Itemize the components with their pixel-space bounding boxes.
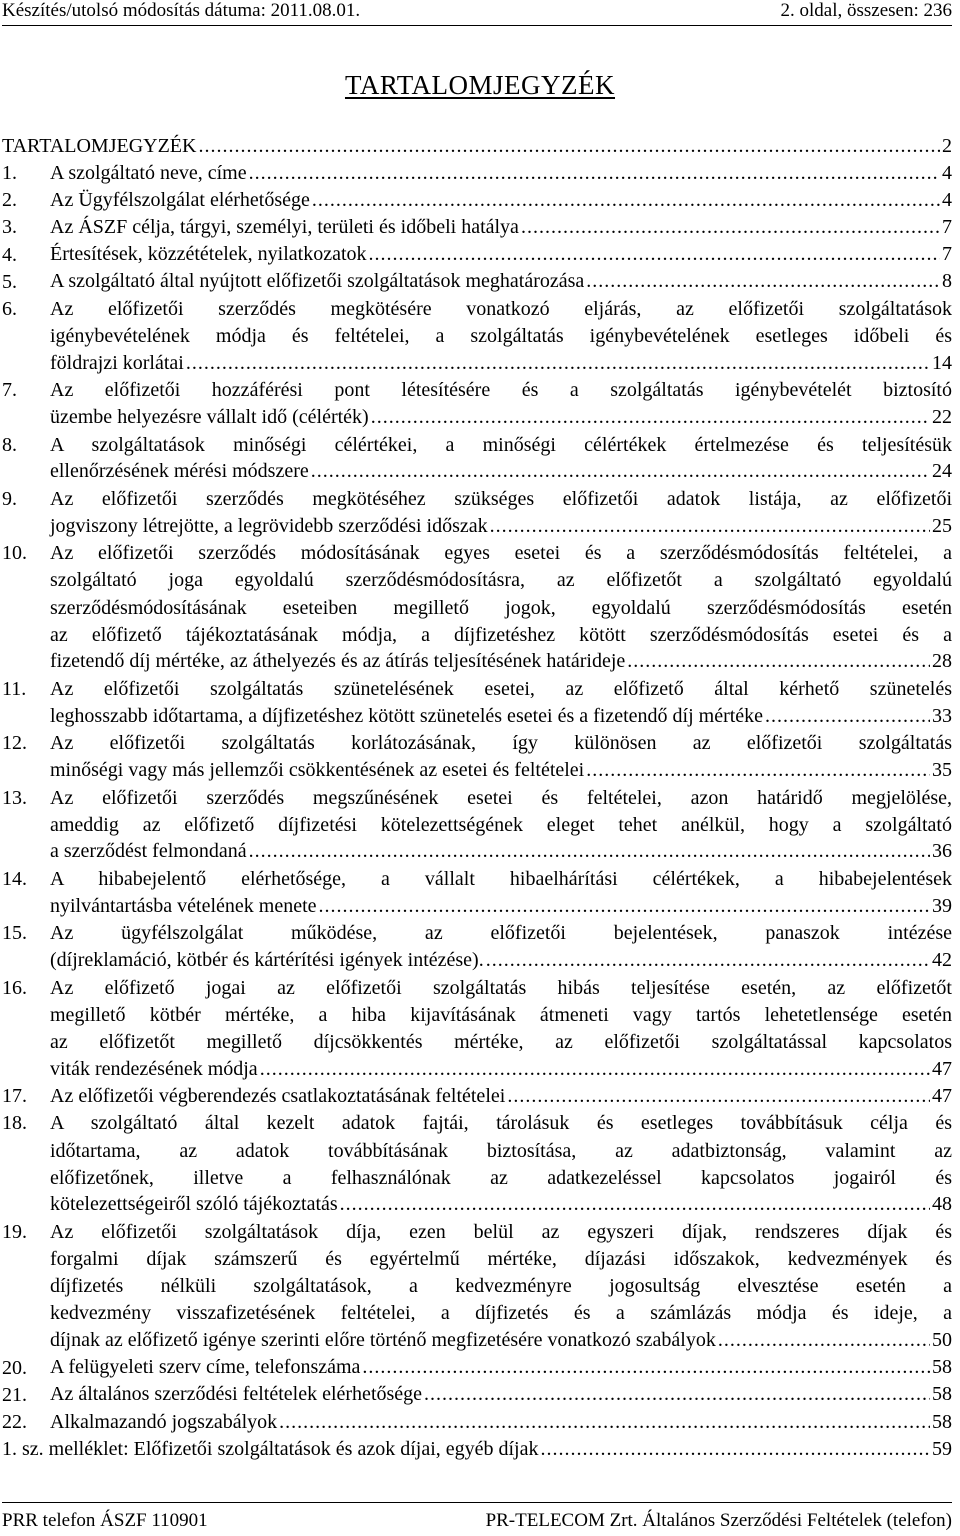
toc-page-number: 47 <box>932 1084 952 1107</box>
toc-entry-last-line <box>50 1191 952 1219</box>
toc-entry-text: minőségi vagy más jellemzői csökkentésének az esetei és feltételei <box>50 758 585 781</box>
toc-entry[interactable] <box>0 1354 960 1381</box>
toc-entry-last-line <box>50 241 952 269</box>
toc-entry-text: viták rendezésének módja <box>50 1057 258 1080</box>
toc-page-number: 2 <box>942 134 952 157</box>
toc-entry-text-line: előfizetőnek, illetve a felhasználónak az adatkezeléssel kapcsolatos jogairól és <box>50 1166 952 1189</box>
toc-entry-text: TARTALOMJEGYZÉK <box>2 134 197 157</box>
toc-leader-dots <box>541 1438 931 1461</box>
toc-entry-last-line <box>50 946 952 974</box>
toc-entry-last-line <box>50 648 952 676</box>
toc-page-number: 36 <box>932 840 952 863</box>
toc-entry-number: 19. <box>2 1221 27 1243</box>
toc-entry-number: 20. <box>2 1356 27 1379</box>
toc-entry-number: 18. <box>2 1112 27 1135</box>
toc-leader-dots <box>279 1411 930 1434</box>
toc-entry-text-line: Az ügyfélszolgálat működése, az előfizetői bejelentések, panaszok intézése <box>50 922 952 945</box>
toc-entry[interactable] <box>0 919 960 973</box>
toc-entry[interactable] <box>0 1435 960 1462</box>
toc-entry-number: 13. <box>2 786 27 809</box>
toc-entry-number: 17. <box>2 1085 27 1108</box>
toc-entry-text: 1. sz. melléklet: Előfizetői szolgáltatások és azok díjai, egyéb díjak <box>2 1437 539 1460</box>
toc-entry-last-line <box>50 458 952 486</box>
toc-entry-text-line: A szolgáltató által kezelt adatok fajtái, tárolásuk és esetleges továbbításuk célja és <box>50 1112 952 1135</box>
toc-entry-number: 1. <box>2 162 17 185</box>
toc-entry[interactable] <box>0 186 960 213</box>
toc-entry-number: 2. <box>2 189 17 212</box>
footer-left-text: PRR telefon ÁSZF 110901 <box>2 1510 208 1531</box>
toc-entry-text: leghosszabb időtartama, a díjfizetéshez kötött szünetelés esetei és a fizetendő díj mértéke <box>50 704 764 727</box>
toc-entry-text-line: Az előfizetői szerződés módosításának egyes esetei és a szerződésmódosítás feltételei, a <box>50 542 952 565</box>
toc-page-number: 7 <box>942 243 952 266</box>
toc-entry[interactable] <box>0 485 960 539</box>
toc-entry-last-line <box>50 349 952 377</box>
toc-entry-text: földrajzi korlátai <box>50 351 184 374</box>
toc-entry-text: A szolgáltató neve, címe <box>50 161 247 184</box>
toc-entry-text-line: megillető kötbér mértéke, a hiba kijavításának átmeneti vagy tartós lehetetlensége esetén <box>50 1003 952 1026</box>
toc-page-number: 28 <box>932 650 952 673</box>
toc-entry[interactable] <box>0 784 960 865</box>
toc-entry-text: Az általános szerződési feltételek elérhetősége <box>50 1383 423 1406</box>
toc-entry-text-line: kedvezmény visszafizetésének feltételei, a díjfizetés és a számlázás módja és ideje, a <box>50 1302 952 1325</box>
toc-entry[interactable] <box>0 1381 960 1408</box>
toc-entry-last-line <box>50 702 952 730</box>
toc-leader-dots <box>312 189 940 212</box>
toc-page-number: 58 <box>932 1410 952 1433</box>
toc-entry[interactable] <box>0 295 960 376</box>
toc-entry[interactable] <box>0 268 960 295</box>
toc-entry-text: kötelezettségeiről szóló tájékoztatás <box>50 1193 338 1216</box>
toc-entry-text-line: Az előfizetői szolgáltatás szünetelésének esetei, az előfizető által kérhető szünetelés <box>50 678 952 700</box>
header-left-text: Készítés/utolsó módosítás dátuma: 2011.08.01. <box>2 0 361 21</box>
toc-entry-text: A szolgáltató által nyújtott előfizetői szolgáltatások meghatározása <box>50 270 585 293</box>
toc-entry-last-line <box>50 186 952 214</box>
toc-entry-last-line <box>50 756 952 784</box>
toc-entry-last-line <box>50 159 952 187</box>
toc-entry-text: A felügyeleti szerv címe, telefonszáma <box>50 1356 361 1379</box>
toc-leader-dots <box>490 515 930 538</box>
toc-page-number: 50 <box>932 1329 952 1352</box>
toc-entry-number: 7. <box>2 379 17 402</box>
header-right-text: 2. oldal, összesen: 236 <box>780 0 952 21</box>
toc-page-number: 58 <box>932 1356 952 1379</box>
toc-entry[interactable] <box>0 376 960 430</box>
toc-entry-text: a szerződést felmondaná <box>50 840 247 863</box>
toc-entry-number: 14. <box>2 868 27 891</box>
toc-page-number: 14 <box>932 351 952 374</box>
toc-leader-dots <box>521 216 940 239</box>
toc-entry-number: 16. <box>2 976 27 999</box>
toc-entry-last-line <box>50 1055 952 1083</box>
toc-entry-last-line <box>50 268 952 296</box>
toc-entry-last-line <box>50 838 952 866</box>
toc-entry[interactable] <box>0 1109 960 1218</box>
toc-page-number: 7 <box>942 215 952 238</box>
toc-entry-text-line: igénybevételének módja és feltételei, a szolgáltatás igénybevételének esetleges időbeli és <box>50 325 952 348</box>
toc-leader-dots <box>486 949 930 972</box>
toc-entry-text-line: forgalmi díjak számszerű és egyértelmű mértéke, díjazási időszakok, kedvezmények és <box>50 1248 952 1271</box>
toc-entry-last-line <box>50 213 952 241</box>
toc-entry-last-line <box>50 512 952 540</box>
toc-entry[interactable] <box>0 132 960 159</box>
toc-entry-last-line <box>50 1327 952 1355</box>
toc-leader-dots <box>249 840 930 863</box>
toc-leader-dots <box>186 352 930 375</box>
toc-entry[interactable] <box>0 1408 960 1435</box>
toc-entry-number: 22. <box>2 1411 27 1434</box>
toc-entry-text-line: Az előfizetői hozzáférési pont létesítésére és a szolgáltatás igénybevételét biztosító <box>50 379 952 402</box>
toc-entry-last-line <box>50 1408 952 1436</box>
toc-page-number: 24 <box>932 460 952 483</box>
toc-entry-text-line: az előfizetőt megillető díjcsökkentés mértéke, az előfizetői szolgáltatással kapcsolatos <box>50 1030 952 1053</box>
toc-entry-number: 5. <box>2 270 17 293</box>
toc-leader-dots <box>371 406 930 429</box>
toc-entry-text-line: Az előfizetői szerződés megszűnésének esetei és feltételei, azon határidő megjelölése, <box>50 786 952 809</box>
toc-page-number: 4 <box>942 161 952 184</box>
toc-entry[interactable] <box>0 431 960 485</box>
toc-entry[interactable] <box>0 241 960 268</box>
toc-leader-dots <box>311 460 930 483</box>
toc-entry-text-line: Az előfizetői szolgáltatás korlátozásának, így különösen az előfizetői szolgáltatás <box>50 732 952 755</box>
toc-entry-text: Az ÁSZF célja, tárgyi, személyi, területi és időbeli hatálya <box>50 215 519 238</box>
toc-page-number: 25 <box>932 514 952 537</box>
toc-page-number: 4 <box>942 188 952 211</box>
toc-entry-number: 21. <box>2 1383 27 1406</box>
toc-page-number: 47 <box>932 1057 952 1080</box>
toc-entry-number: 11. <box>2 678 27 700</box>
toc-leader-dots <box>319 895 930 918</box>
toc-page-number: 58 <box>932 1383 952 1406</box>
toc-entry-number: 8. <box>2 433 17 456</box>
toc-leader-dots <box>718 1329 930 1352</box>
toc-entry[interactable] <box>0 675 960 729</box>
toc-leader-dots <box>586 759 930 782</box>
toc-entry-last-line <box>50 1381 952 1409</box>
toc-entry-last-line <box>2 132 952 160</box>
toc-entry-text-line: Az előfizetői szolgáltatások díja, ezen belül az egyszeri díjak, rendszeres díjak és <box>50 1221 952 1243</box>
toc-leader-dots <box>369 243 940 266</box>
toc-entry-last-line <box>50 892 952 920</box>
toc-entry-number: 15. <box>2 922 27 945</box>
toc-entry-text-line: szerződésmódosításának eseteiben megillető jogok, egyoldalú szerződésmódosítás esetén <box>50 596 952 619</box>
toc-page-number: 33 <box>932 704 952 727</box>
toc-page-number: 48 <box>932 1193 952 1216</box>
toc-entry-text-line: szolgáltató joga egyoldalú szerződésmódosításra, az előfizetőt a szolgáltató egyoldalú <box>50 569 952 592</box>
toc-entry-text-line: Az előfizetői szerződés megkötéséhez szükséges előfizetői adatok listája, az előfizetői <box>50 487 952 510</box>
toc-entry-text: díjnak az előfizető igénye szerinti előre történő megfizetésére vonatkozó szabályok <box>50 1329 716 1352</box>
toc-entry[interactable] <box>0 1218 960 1354</box>
toc-entry-text: Alkalmazandó jogszabályok <box>50 1410 278 1433</box>
toc-page-number: 8 <box>942 270 952 293</box>
toc-entry-text-line: időtartama, az adatok továbbításának biztosítása, az adatbiztonság, valamint az <box>50 1139 952 1162</box>
toc-entry[interactable] <box>0 213 960 240</box>
toc-entry-text: Értesítések, közzétételek, nyilatkozatok <box>50 243 367 266</box>
toc-leader-dots <box>340 1193 930 1216</box>
toc-entry-last-line <box>2 1435 952 1463</box>
toc-leader-dots <box>765 705 930 728</box>
toc-entry-text-line: az előfizető tájékoztatásának módja, a díjfizetéshez kötött szerződésmódosítás esetei és a <box>50 623 952 646</box>
toc-entry-text-line: ameddig az előfizető díjfizetési kötelezettségének eleget tehet anélkül, hogy a szolgáltató <box>50 813 952 836</box>
toc-entry-text: (díjreklamáció, kötbér és kártérítési igények intézése). <box>50 948 484 971</box>
toc-entry-last-line <box>50 1354 952 1382</box>
toc-page-number: 35 <box>932 758 952 781</box>
toc-entry-text-line: Az előfizetői szerződés megkötésére vonatkozó eljárás, az előfizetői szolgáltatások <box>50 297 952 320</box>
toc-entry[interactable] <box>0 974 960 1083</box>
toc-leader-dots <box>362 1356 930 1379</box>
toc-leader-dots <box>424 1383 930 1406</box>
toc-entry-text: Az Ügyfélszolgálat elérhetősége <box>50 188 310 211</box>
toc-entry[interactable] <box>0 729 960 783</box>
toc-page-number: 59 <box>932 1437 952 1460</box>
toc-entry-number: 12. <box>2 732 27 755</box>
toc-leader-dots <box>260 1058 930 1081</box>
toc-entry[interactable] <box>0 1082 960 1109</box>
toc-leader-dots <box>249 162 940 185</box>
toc-leader-dots <box>198 135 940 158</box>
toc-entry-text-line: A hibabejelentő elérhetősége, a vállalt hibaelhárítási célértékek, a hibabejelentések <box>50 868 952 891</box>
page-header <box>2 0 952 26</box>
toc-entry-text-line: A szolgáltatások minőségi célértékei, a minőségi célértékek értelmezése és teljesítésük <box>50 433 952 456</box>
toc-entry-number: 3. <box>2 216 17 239</box>
toc-entry-number: 10. <box>2 542 27 565</box>
page-footer <box>2 1502 952 1532</box>
toc-leader-dots <box>586 270 940 293</box>
toc-leader-dots <box>507 1085 930 1108</box>
toc-entry-number: 9. <box>2 487 17 510</box>
footer-right-text: PR-TELECOM Zrt. Általános Szerződési Feltételek (telefon) <box>485 1510 952 1531</box>
toc-entry-text: nyilvántartásba vételének menete <box>50 894 317 917</box>
toc-entry[interactable] <box>0 159 960 186</box>
toc-entry-number: 6. <box>2 297 17 320</box>
toc-entry[interactable] <box>0 539 960 675</box>
toc-page-number: 42 <box>932 948 952 971</box>
toc-page-number: 39 <box>932 894 952 917</box>
toc-entry-last-line <box>50 1082 952 1110</box>
toc-entry-text: Az előfizetői végberendezés csatlakoztatásának feltételei <box>50 1084 506 1107</box>
toc-entry-text: ellenőrzésének mérési módszere <box>50 460 309 483</box>
toc-entry-text-line: Az előfizető jogai az előfizetői szolgáltatás hibás teljesítése esetén, az előfizetőt <box>50 976 952 999</box>
toc-entry-text: fizetendő díj mértéke, az áthelyezés és az átírás teljesítésének határideje <box>50 650 626 673</box>
toc-entry-number: 4. <box>2 243 17 266</box>
toc-entry-text: üzembe helyezésre vállalt idő (célérték) <box>50 405 369 428</box>
toc-entry[interactable] <box>0 865 960 919</box>
toc-page-number: 22 <box>932 405 952 428</box>
toc-entry-text: jogviszony létrejötte, a legrövidebb szerződési időszak <box>50 514 488 537</box>
page-title: TARTALOMJEGYZÉK <box>344 70 616 100</box>
toc-entry-last-line <box>50 403 952 431</box>
toc-entry-text-line: díjfizetés nélküli szolgáltatások, a kedvezményre jogosultság elvesztése esetén a <box>50 1275 952 1298</box>
toc-leader-dots <box>627 650 930 673</box>
